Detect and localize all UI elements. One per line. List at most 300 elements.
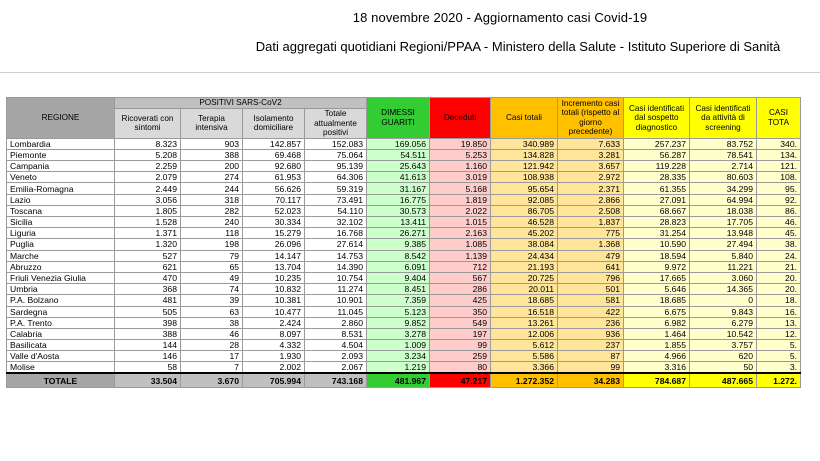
value-cell: 4.966 — [624, 351, 690, 362]
value-cell: 17.665 — [624, 272, 690, 283]
value-cell: 18.594 — [624, 250, 690, 261]
value-cell: 18.038 — [690, 205, 757, 216]
value-cell: 1.371 — [115, 228, 181, 239]
value-cell: 481 — [115, 295, 181, 306]
table-row — [7, 250, 801, 261]
value-cell: 27.614 — [305, 239, 367, 250]
value-cell: 422 — [558, 306, 624, 317]
value-cell: 61.953 — [243, 172, 305, 183]
value-cell: 3.366 — [491, 362, 558, 374]
value-cell: 7 — [181, 362, 243, 374]
table-row — [7, 340, 801, 351]
value-cell: 144 — [115, 340, 181, 351]
value-cell: 1.837 — [558, 217, 624, 228]
value-cell: 27.091 — [624, 194, 690, 205]
value-cell: 61.355 — [624, 183, 690, 194]
column-header: Incremento casi totali (rispetto al giorno precedente) — [558, 98, 624, 139]
value-cell: 903 — [181, 138, 243, 149]
total-value-cell: 705.994 — [243, 373, 305, 387]
total-label-cell: TOTALE — [7, 373, 115, 387]
region-name-cell: Veneto — [7, 172, 115, 183]
value-cell: 0 — [690, 295, 757, 306]
value-cell: 12. — [757, 328, 801, 339]
value-cell: 549 — [430, 317, 491, 328]
value-cell: 5. — [757, 340, 801, 351]
value-cell: 7.633 — [558, 138, 624, 149]
value-cell: 25.643 — [367, 161, 430, 172]
value-cell: 2.972 — [558, 172, 624, 183]
region-name-cell: Campania — [7, 161, 115, 172]
value-cell: 69.468 — [243, 149, 305, 160]
table-row — [7, 351, 801, 362]
value-cell: 10.832 — [243, 284, 305, 295]
table-row — [7, 217, 801, 228]
value-cell: 119.228 — [624, 161, 690, 172]
value-cell: 46 — [181, 328, 243, 339]
value-cell: 501 — [558, 284, 624, 295]
table-row — [7, 149, 801, 160]
value-cell: 52.023 — [243, 205, 305, 216]
value-cell: 18. — [757, 295, 801, 306]
column-header: CASI TOTA — [757, 98, 801, 139]
value-cell: 237 — [558, 340, 624, 351]
total-value-cell: 743.168 — [305, 373, 367, 387]
value-cell: 712 — [430, 261, 491, 272]
region-name-cell: Abruzzo — [7, 261, 115, 272]
value-cell: 257.237 — [624, 138, 690, 149]
value-cell: 10.590 — [624, 239, 690, 250]
region-name-cell: P.A. Trento — [7, 317, 115, 328]
value-cell: 567 — [430, 272, 491, 283]
value-cell: 108. — [757, 172, 801, 183]
value-cell: 20.011 — [491, 284, 558, 295]
total-value-cell: 33.504 — [115, 373, 181, 387]
value-cell: 2.259 — [115, 161, 181, 172]
value-cell: 3.657 — [558, 161, 624, 172]
value-cell: 24. — [757, 250, 801, 261]
table-row — [7, 172, 801, 183]
value-cell: 54.511 — [367, 149, 430, 160]
value-cell: 13.261 — [491, 317, 558, 328]
value-cell: 2.714 — [690, 161, 757, 172]
value-cell: 9.972 — [624, 261, 690, 272]
table-row — [7, 362, 801, 374]
table-row — [7, 183, 801, 194]
value-cell: 99 — [558, 362, 624, 374]
value-cell: 7.359 — [367, 295, 430, 306]
value-cell: 46.528 — [491, 217, 558, 228]
value-cell: 10.477 — [243, 306, 305, 317]
table-row — [7, 205, 801, 216]
value-cell: 27.494 — [690, 239, 757, 250]
value-cell: 641 — [558, 261, 624, 272]
value-cell: 8.097 — [243, 328, 305, 339]
value-cell: 282 — [181, 205, 243, 216]
value-cell: 14.753 — [305, 250, 367, 261]
value-cell: 21. — [757, 261, 801, 272]
value-cell: 2.067 — [305, 362, 367, 374]
value-cell: 14.390 — [305, 261, 367, 272]
value-cell: 152.083 — [305, 138, 367, 149]
value-cell: 56.626 — [243, 183, 305, 194]
value-cell: 3.316 — [624, 362, 690, 374]
value-cell: 1.805 — [115, 205, 181, 216]
value-cell: 92. — [757, 194, 801, 205]
value-cell: 68.667 — [624, 205, 690, 216]
value-cell: 8.542 — [367, 250, 430, 261]
value-cell: 11.045 — [305, 306, 367, 317]
value-cell: 28.823 — [624, 217, 690, 228]
value-cell: 236 — [558, 317, 624, 328]
table-row — [7, 138, 801, 149]
divider — [0, 72, 820, 73]
value-cell: 9.852 — [367, 317, 430, 328]
total-row — [7, 373, 801, 387]
region-name-cell: Toscana — [7, 205, 115, 216]
value-cell: 73.491 — [305, 194, 367, 205]
value-cell: 65 — [181, 261, 243, 272]
region-column-header: REGIONE — [7, 98, 115, 139]
value-cell: 5. — [757, 351, 801, 362]
value-cell: 340. — [757, 138, 801, 149]
value-cell: 30.573 — [367, 205, 430, 216]
value-cell: 2.424 — [243, 317, 305, 328]
value-cell: 20. — [757, 272, 801, 283]
value-cell: 388 — [115, 328, 181, 339]
value-cell: 92.085 — [491, 194, 558, 205]
column-header: Isolamento domiciliare — [243, 109, 305, 139]
value-cell: 80.603 — [690, 172, 757, 183]
value-cell: 240 — [181, 217, 243, 228]
value-cell: 9.385 — [367, 239, 430, 250]
value-cell: 318 — [181, 194, 243, 205]
value-cell: 1.085 — [430, 239, 491, 250]
value-cell: 8.451 — [367, 284, 430, 295]
value-cell: 1.160 — [430, 161, 491, 172]
value-cell: 3.056 — [115, 194, 181, 205]
value-cell: 10.754 — [305, 272, 367, 283]
value-cell: 3.234 — [367, 351, 430, 362]
region-name-cell: Piemonte — [7, 149, 115, 160]
value-cell: 16.775 — [367, 194, 430, 205]
value-cell: 4.332 — [243, 340, 305, 351]
value-cell: 31.254 — [624, 228, 690, 239]
value-cell: 18.685 — [624, 295, 690, 306]
value-cell: 5.840 — [690, 250, 757, 261]
value-cell: 50 — [690, 362, 757, 374]
value-cell: 3.757 — [690, 340, 757, 351]
table-row — [7, 239, 801, 250]
value-cell: 10.542 — [690, 328, 757, 339]
value-cell: 2.093 — [305, 351, 367, 362]
value-cell: 16. — [757, 306, 801, 317]
value-cell: 1.855 — [624, 340, 690, 351]
value-cell: 24.434 — [491, 250, 558, 261]
value-cell: 80 — [430, 362, 491, 374]
region-name-cell: Lombardia — [7, 138, 115, 149]
value-cell: 74 — [181, 284, 243, 295]
value-cell: 64.994 — [690, 194, 757, 205]
value-cell: 1.464 — [624, 328, 690, 339]
value-cell: 26.271 — [367, 228, 430, 239]
value-cell: 86. — [757, 205, 801, 216]
value-cell: 5.253 — [430, 149, 491, 160]
value-cell: 5.586 — [491, 351, 558, 362]
value-cell: 398 — [115, 317, 181, 328]
value-cell: 146 — [115, 351, 181, 362]
total-value-cell: 3.670 — [181, 373, 243, 387]
value-cell: 4.504 — [305, 340, 367, 351]
region-name-cell: P.A. Bolzano — [7, 295, 115, 306]
value-cell: 78.541 — [690, 149, 757, 160]
column-header: Casi identificati dal sospetto diagnostico — [624, 98, 690, 139]
value-cell: 2.002 — [243, 362, 305, 374]
table-row — [7, 295, 801, 306]
value-cell: 49 — [181, 272, 243, 283]
value-cell: 121. — [757, 161, 801, 172]
value-cell: 6.091 — [367, 261, 430, 272]
value-cell: 28 — [181, 340, 243, 351]
value-cell: 388 — [181, 149, 243, 160]
value-cell: 15.279 — [243, 228, 305, 239]
value-cell: 20.725 — [491, 272, 558, 283]
value-cell: 11.274 — [305, 284, 367, 295]
value-cell: 28.335 — [624, 172, 690, 183]
total-value-cell: 47.217 — [430, 373, 491, 387]
table-row — [7, 161, 801, 172]
positivi-group-header: POSITIVI SARS-CoV2 — [115, 98, 367, 109]
region-name-cell: Valle d'Aosta — [7, 351, 115, 362]
value-cell: 479 — [558, 250, 624, 261]
value-cell: 169.056 — [367, 138, 430, 149]
value-cell: 200 — [181, 161, 243, 172]
region-name-cell: Molise — [7, 362, 115, 374]
value-cell: 340.989 — [491, 138, 558, 149]
value-cell: 9.843 — [690, 306, 757, 317]
value-cell: 198 — [181, 239, 243, 250]
value-cell: 95.654 — [491, 183, 558, 194]
value-cell: 30.334 — [243, 217, 305, 228]
value-cell: 775 — [558, 228, 624, 239]
column-header: Totale attualmente positivi — [305, 109, 367, 139]
value-cell: 59.319 — [305, 183, 367, 194]
value-cell: 95.139 — [305, 161, 367, 172]
value-cell: 10.381 — [243, 295, 305, 306]
value-cell: 1.139 — [430, 250, 491, 261]
value-cell: 5.123 — [367, 306, 430, 317]
value-cell: 3.281 — [558, 149, 624, 160]
value-cell: 5.612 — [491, 340, 558, 351]
value-cell: 16.768 — [305, 228, 367, 239]
value-cell: 86.705 — [491, 205, 558, 216]
value-cell: 6.982 — [624, 317, 690, 328]
value-cell: 244 — [181, 183, 243, 194]
value-cell: 621 — [115, 261, 181, 272]
value-cell: 10.901 — [305, 295, 367, 306]
value-cell: 58 — [115, 362, 181, 374]
value-cell: 350 — [430, 306, 491, 317]
value-cell: 796 — [558, 272, 624, 283]
value-cell: 13.948 — [690, 228, 757, 239]
table-row — [7, 306, 801, 317]
value-cell: 3.060 — [690, 272, 757, 283]
table-row — [7, 194, 801, 205]
column-header: Ricoverati con sintomi — [115, 109, 181, 139]
value-cell: 34.299 — [690, 183, 757, 194]
value-cell: 197 — [430, 328, 491, 339]
value-cell: 64.306 — [305, 172, 367, 183]
value-cell: 5.168 — [430, 183, 491, 194]
table-row — [7, 261, 801, 272]
value-cell: 17 — [181, 351, 243, 362]
region-name-cell: Sicilia — [7, 217, 115, 228]
value-cell: 425 — [430, 295, 491, 306]
value-cell: 121.942 — [491, 161, 558, 172]
value-cell: 32.102 — [305, 217, 367, 228]
total-value-cell: 784.687 — [624, 373, 690, 387]
value-cell: 620 — [690, 351, 757, 362]
value-cell: 527 — [115, 250, 181, 261]
covid-cases-table — [6, 97, 801, 388]
region-name-cell: Basilicata — [7, 340, 115, 351]
value-cell: 286 — [430, 284, 491, 295]
value-cell: 13. — [757, 317, 801, 328]
value-cell: 1.009 — [367, 340, 430, 351]
total-value-cell: 1.272.352 — [491, 373, 558, 387]
value-cell: 87 — [558, 351, 624, 362]
table-row — [7, 284, 801, 295]
total-value-cell: 481.967 — [367, 373, 430, 387]
value-cell: 3. — [757, 362, 801, 374]
value-cell: 2.866 — [558, 194, 624, 205]
value-cell: 368 — [115, 284, 181, 295]
value-cell: 2.163 — [430, 228, 491, 239]
total-value-cell: 1.272. — [757, 373, 801, 387]
value-cell: 18.685 — [491, 295, 558, 306]
table-row — [7, 317, 801, 328]
table-row — [7, 272, 801, 283]
region-name-cell: Sardegna — [7, 306, 115, 317]
column-header: Deceduti — [430, 98, 491, 139]
value-cell: 99 — [430, 340, 491, 351]
value-cell: 20. — [757, 284, 801, 295]
value-cell: 70.117 — [243, 194, 305, 205]
value-cell: 1.368 — [558, 239, 624, 250]
value-cell: 118 — [181, 228, 243, 239]
value-cell: 12.006 — [491, 328, 558, 339]
region-name-cell: Marche — [7, 250, 115, 261]
value-cell: 95. — [757, 183, 801, 194]
value-cell: 8.531 — [305, 328, 367, 339]
value-cell: 54.110 — [305, 205, 367, 216]
value-cell: 8.323 — [115, 138, 181, 149]
value-cell: 45. — [757, 228, 801, 239]
region-name-cell: Friuli Venezia Giulia — [7, 272, 115, 283]
value-cell: 3.278 — [367, 328, 430, 339]
value-cell: 39 — [181, 295, 243, 306]
value-cell: 41.613 — [367, 172, 430, 183]
total-value-cell: 34.283 — [558, 373, 624, 387]
value-cell: 31.167 — [367, 183, 430, 194]
value-cell: 581 — [558, 295, 624, 306]
value-cell: 79 — [181, 250, 243, 261]
value-cell: 19.850 — [430, 138, 491, 149]
column-header: Terapia intensiva — [181, 109, 243, 139]
region-name-cell: Calabria — [7, 328, 115, 339]
value-cell: 1.015 — [430, 217, 491, 228]
value-cell: 17.705 — [690, 217, 757, 228]
value-cell: 38. — [757, 239, 801, 250]
value-cell: 10.235 — [243, 272, 305, 283]
value-cell: 1.819 — [430, 194, 491, 205]
column-header: Casi totali — [491, 98, 558, 139]
value-cell: 92.680 — [243, 161, 305, 172]
value-cell: 46. — [757, 217, 801, 228]
value-cell: 45.202 — [491, 228, 558, 239]
value-cell: 3.019 — [430, 172, 491, 183]
value-cell: 5.646 — [624, 284, 690, 295]
region-name-cell: Emilia-Romagna — [7, 183, 115, 194]
value-cell: 2.449 — [115, 183, 181, 194]
value-cell: 2.860 — [305, 317, 367, 328]
value-cell: 13.704 — [243, 261, 305, 272]
value-cell: 274 — [181, 172, 243, 183]
region-name-cell: Umbria — [7, 284, 115, 295]
value-cell: 13.411 — [367, 217, 430, 228]
value-cell: 75.064 — [305, 149, 367, 160]
value-cell: 5.208 — [115, 149, 181, 160]
region-name-cell: Lazio — [7, 194, 115, 205]
value-cell: 1.528 — [115, 217, 181, 228]
value-cell: 1.320 — [115, 239, 181, 250]
value-cell: 26.096 — [243, 239, 305, 250]
value-cell: 936 — [558, 328, 624, 339]
value-cell: 63 — [181, 306, 243, 317]
value-cell: 83.752 — [690, 138, 757, 149]
value-cell: 21.193 — [491, 261, 558, 272]
value-cell: 505 — [115, 306, 181, 317]
report-title: 18 novembre 2020 - Aggiornamento casi Covid-19 — [352, 10, 648, 25]
column-header: Casi identificati da attività di screening — [690, 98, 757, 139]
value-cell: 134.828 — [491, 149, 558, 160]
region-name-cell: Liguria — [7, 228, 115, 239]
value-cell: 1.219 — [367, 362, 430, 374]
value-cell: 9.404 — [367, 272, 430, 283]
report-subtitle: Dati aggregati quotidiani Regioni/PPAA - Ministero della Salute - Istituto Superiore di Sanità — [255, 39, 781, 54]
value-cell: 134. — [757, 149, 801, 160]
value-cell: 2.371 — [558, 183, 624, 194]
value-cell: 14.365 — [690, 284, 757, 295]
value-cell: 2.079 — [115, 172, 181, 183]
value-cell: 11.221 — [690, 261, 757, 272]
total-value-cell: 487.665 — [690, 373, 757, 387]
value-cell: 56.287 — [624, 149, 690, 160]
value-cell: 2.022 — [430, 205, 491, 216]
value-cell: 6.279 — [690, 317, 757, 328]
value-cell: 16.518 — [491, 306, 558, 317]
value-cell: 142.857 — [243, 138, 305, 149]
value-cell: 108.938 — [491, 172, 558, 183]
region-name-cell: Puglia — [7, 239, 115, 250]
value-cell: 38 — [181, 317, 243, 328]
table-row — [7, 328, 801, 339]
value-cell: 470 — [115, 272, 181, 283]
value-cell: 2.508 — [558, 205, 624, 216]
value-cell: 259 — [430, 351, 491, 362]
column-header: DIMESSI GUARITI — [367, 98, 430, 139]
value-cell: 14.147 — [243, 250, 305, 261]
value-cell: 1.930 — [243, 351, 305, 362]
